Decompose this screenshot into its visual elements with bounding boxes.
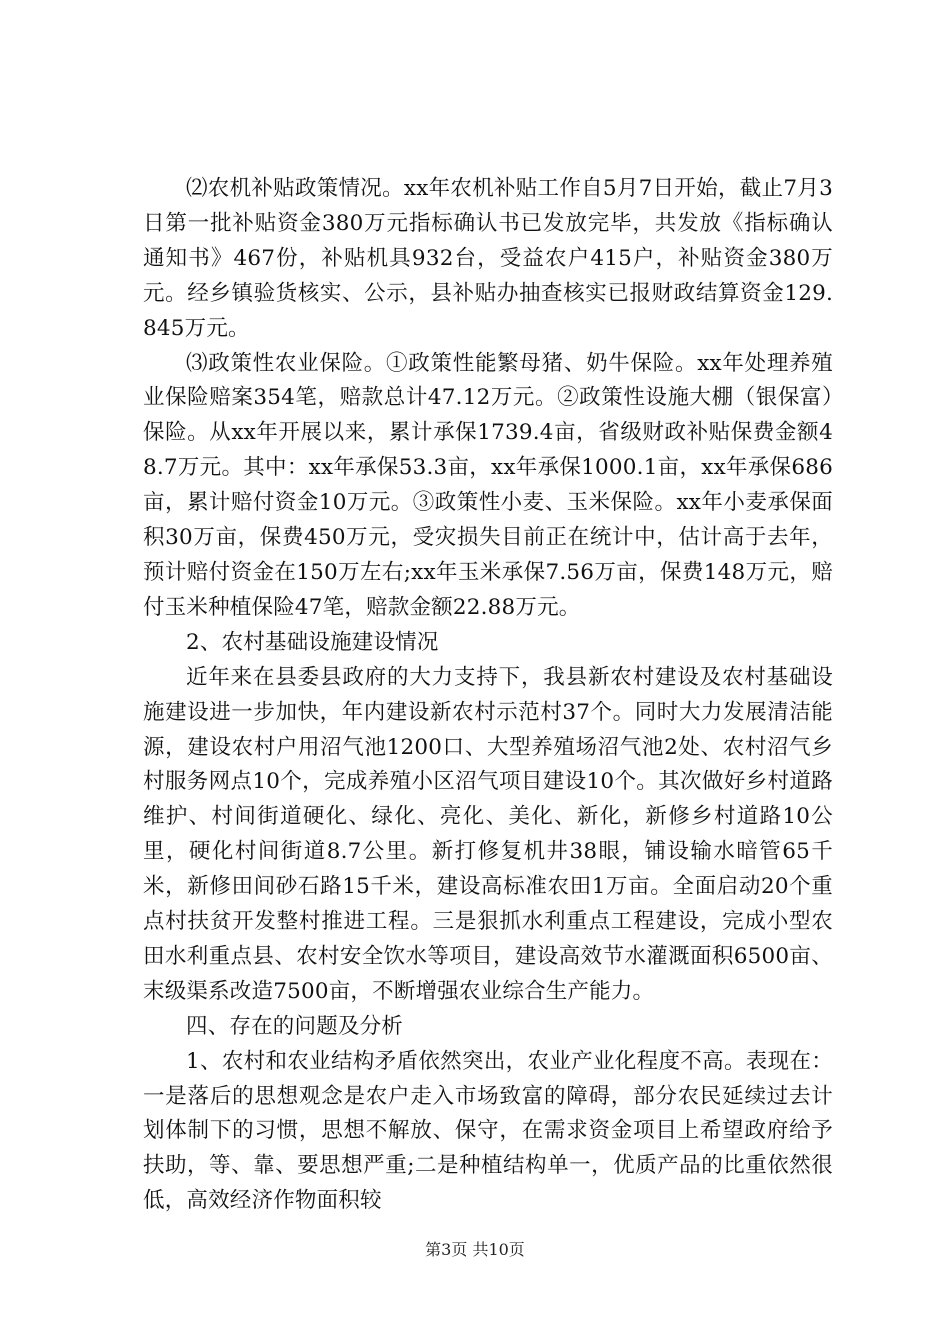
paragraph-policy-agricultural-insurance: ⑶政策性农业保险。①政策性能繁母猪、奶牛保险。xx年处理养殖业保险赔案354笔，赔款总计47.12万元。②政策性设施大棚（银保富）保险。从xx年开展以来，累计承保1739.4亩，省级财政补贴保费金额48.7万元。其中：xx年承保53.3亩，xx年承保1000.1亩，xx年承保686亩，累计赔付资金10万元。③政策性小麦、玉米保险。xx年小麦承保面积30万亩，保费450万元，受灾损失目前正在统计中，估计高于去年，预计赔付资金在150万左右;xx年玉米承保7.56万亩，保费148万元，赔付玉米种植保险47笔，赔款金额22.88万元。 bbox=[143, 350, 833, 620]
document-body bbox=[143, 172, 833, 1219]
heading-rural-infrastructure: 2、农村基础设施建设情况 bbox=[186, 629, 439, 655]
heading-problems-analysis: 四、存在的问题及分析 bbox=[186, 1013, 404, 1039]
paragraph-structural-contradictions: 1、农村和农业结构矛盾依然突出，农业产业化程度不高。表现在：一是落后的思想观念是农户走入市场致富的障碍，部分农民延续过去计划体制下的习惯，思想不解放、保守，在需求资金项目上希望政府给予扶助，等、靠、要思想严重;二是种植结构单一，优质产品的比重依然很低，高效经济作物面积较 bbox=[143, 1048, 833, 1214]
paragraph-rural-infrastructure: 近年来在县委县政府的大力支持下，我县新农村建设及农村基础设施建设进一步加快，年内建设新农村示范村37个。同时大力发展清洁能源，建设农村户用沼气池1200口、大型养殖场沼气池2处、农村沼气乡村服务网点10个，完成养殖小区沼气项目建设10个。其次做好乡村道路维护、村间街道硬化、绿化、亮化、美化、新化，新修乡村道路10公里，硬化村间街道8.7公里。新打修复机井38眼，铺设输水暗管65千米，新修田间砂石路15千米，建设高标准农田1万亩。全面启动20个重点村扶贫开发整村推进工程。三是狠抓水利重点工程建设，完成小型农田水利重点县、农村安全饮水等项目，建设高效节水灌溉面积6500亩、末级渠系改造7500亩，不断增强农业综合生产能力。 bbox=[143, 664, 833, 1004]
paragraph-farm-machinery-subsidy: ⑵农机补贴政策情况。xx年农机补贴工作自5月7日开始，截止7月3日第一批补贴资金380万元指标确认书已发放完毕，共发放《指标确认通知书》467份，补贴机具932台，受益农户415户，补贴资金380万元。经乡镇验货核实、公示，县补贴办抽查核实已报财政结算资金129.845万元。 bbox=[143, 176, 833, 341]
page-number-footer: 第3页 共10页 bbox=[425, 1240, 525, 1259]
